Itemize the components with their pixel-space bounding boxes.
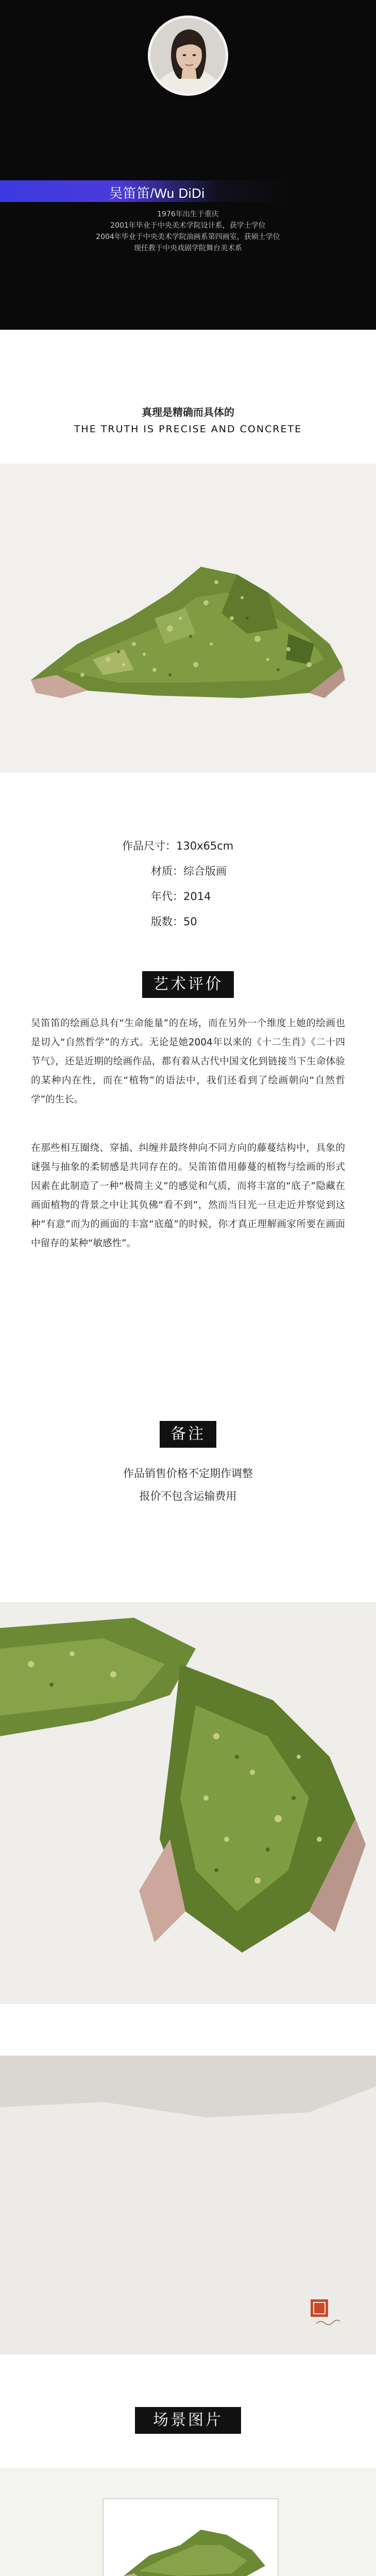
review-heading: 艺术评价 bbox=[142, 971, 234, 998]
info-size: 作品尺寸：130x65cm bbox=[122, 840, 234, 852]
notes-text bbox=[0, 1462, 376, 1507]
artist-seal bbox=[309, 2298, 330, 2318]
review-paragraph-2: 在那些相互圈绕、穿插、纠缠并最终伸向不同方向的藤蔓结构中，具象的谜强与抽象的柔韧感是共同存在的。吴笛笛借用藤蔓的植物与绘画的形式因素在此制造了一种“极简主义”的感觉和气质，而将丰富的“底子”隐藏在画面植物的背景之中让其负佛“看不到”，然而当目光一旦走近并察觉到这种“有意”而为的画面的丰富“底蕴”的时候，你才真正理解画家所要在画面中留存的某种“敏感性”。 bbox=[31, 1143, 345, 1249]
notes-line: 作品销售价格不定期作调整 bbox=[123, 1467, 253, 1480]
artist-name: 吴笛笛/Wu DiDi bbox=[109, 185, 205, 201]
artwork-title-en: THE TRUTH IS PRECISE AND CONCRETE bbox=[74, 423, 302, 435]
info-year: 年代：2014 bbox=[151, 890, 211, 903]
scene-image bbox=[0, 2468, 376, 2576]
artwork-title-cn: 真理是精确而具体的 bbox=[142, 406, 234, 418]
bio-line: 2004年毕业于中央美术学院油画系第四画室，获硕士学位 bbox=[96, 233, 280, 241]
avatar-frame bbox=[148, 15, 228, 96]
bio-line: 2001年毕业于中央美术学院设计系，获学士学位 bbox=[110, 222, 266, 230]
artwork-image bbox=[0, 464, 376, 773]
notes-heading: 备注 bbox=[160, 1421, 216, 1448]
info-edition: 版数：50 bbox=[151, 916, 197, 928]
artist-signature-mark bbox=[315, 2318, 341, 2327]
bio-line: 1976年出生于重庆 bbox=[157, 210, 219, 218]
artwork-detail-image bbox=[0, 1602, 376, 2004]
scene-heading: 场景图片 bbox=[135, 2407, 241, 2434]
bio-line: 现任教于中央戏剧学院舞台美术系 bbox=[134, 244, 242, 252]
notes-line: 报价不包含运输费用 bbox=[139, 1490, 237, 1502]
artist-bio bbox=[0, 209, 376, 254]
artist-header bbox=[0, 0, 376, 330]
review-paragraph-1: 吴笛笛的绘画总具有“生命能量”的在场，而在另外一个维度上她的绘画也是切入“自然哲学”的方式。无论是她2004年以来的《十二生肖》《二十四节气》，还是近期的绘画作品，都有着从古代中国文化到链接当下生命体验的某种内在性，而在“植物”的语法中，我们还看到了绘画朝向“自然哲学”的生长。 bbox=[31, 1018, 345, 1105]
avatar bbox=[150, 18, 226, 93]
info-material: 材质：综合版画 bbox=[151, 865, 227, 877]
